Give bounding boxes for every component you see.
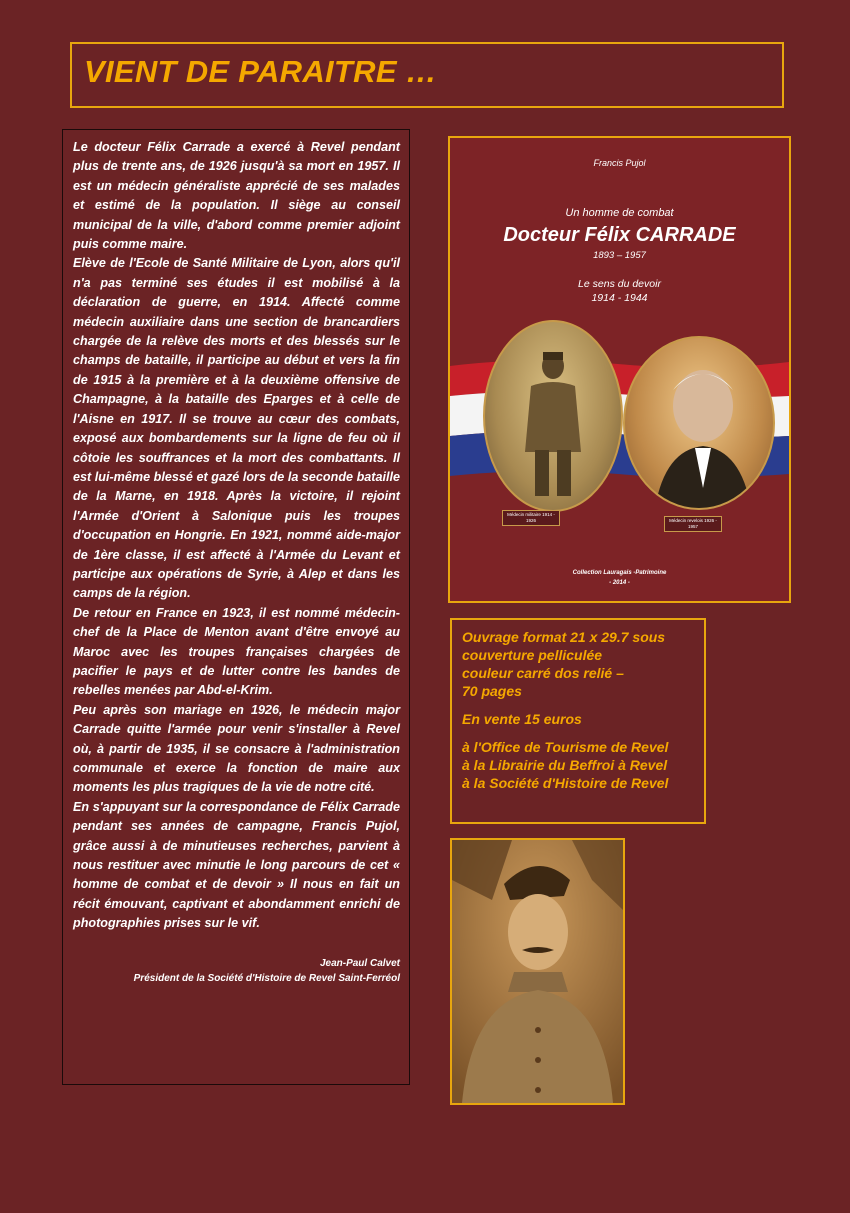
article-paragraph: En s'appuyant sur la correspondance de Félix Carrade pendant ses années de campagne, Francis Pujol, grâce aussi à de minutieuses recherches, parvient à nous restituer avec minutie le long parcours de cet « homme de combat et de devoir » Il nous en fait un récit émouvant, captivant et abondamment enrichi de photographies prises sur le vif. — [73, 799, 400, 931]
cover-tagline: Le sens du devoir — [578, 278, 661, 290]
book-cover — [448, 136, 791, 603]
cover-plaque-left: Médecin militaire 1914 - 1926 — [502, 510, 560, 526]
cover-dates: 1893 – 1957 — [593, 250, 646, 261]
soldier-photo-image — [450, 838, 625, 1105]
info-price: En vente 15 euros — [462, 711, 582, 727]
cover-subtitle: Un homme de combat — [565, 207, 674, 219]
cover-collection: Collection Lauragais -Patrimoine — [572, 570, 667, 576]
info-outlet: à la Librairie du Beffroi à Revel — [462, 757, 668, 773]
book-info-box — [450, 618, 706, 824]
article-paragraph: Elève de l'Ecole de Santé Militaire de Lyon, alors qu'il n'a pas terminé ses études il est mobilisé à la déclaration de guerre, en 1914. Affecté comme médecin auxiliaire dans une section de brancardiers chargée de la relève des morts et des blessés sur le champs de bataille, il participe au début et vers la fin de 1915 à la première et à la deuxième offensive de Champagne, à la bataille des Eparges et à celle de l'Aisne en 1917. Il se trouve au cœur des combats, exposé aux bombardements sur la ligne de feu où il côtoie les souffrances et la mort des combattants. Il est lui-même blessé et gazé lors de la seconde bataille de la Marne, en 1918. Après la victoire, il rejoint l'Armée d'Orient à Salonique puis les troupes d'occupation en Hongrie. En 1921, nommé aide-major de 1ère classe, il est affecté à l'Armée du Levant et participe aux opérations de Syrie, à Alep et dans les camps de la région. — [73, 256, 400, 601]
cover-plaque-right: Médecin revelois 1926 - 1957 — [664, 516, 722, 532]
cover-author: Francis Pujol — [593, 158, 646, 168]
info-line: Ouvrage format 21 x 29.7 sous — [462, 629, 666, 645]
signature-title: Président de la Société d'Histoire de Revel Saint-Ferréol — [133, 972, 400, 984]
cover-year: - 2014 - — [609, 580, 630, 586]
page-title: VIENT DE PARAITRE … — [84, 54, 438, 89]
article-paragraph: De retour en France en 1923, il est nommé médecin-chef de la Place de Menton avant d'être envoyé au Maroc avec les troupes françaises chargées de pacifier le pays et de lutter contre les bandes de rebelles menées par Abd-el-Krim. — [73, 605, 400, 698]
signature-name: Jean-Paul Calvet — [319, 957, 400, 969]
info-line: couverture pelliculée — [462, 647, 603, 663]
article-text-box — [62, 129, 410, 1085]
article-paragraph: Peu après son mariage en 1926, le médecin major Carrade quitte l'armée pour venir s'installer à Revel où, à partir de 1935, il se consacre à l'administration communale et exerce la fonction de maire aux moments les plus tragiques de la vie de notre cité. — [73, 702, 400, 795]
info-line: 70 pages — [462, 683, 522, 699]
header-banner — [70, 42, 784, 108]
info-line: couleur carré dos relié – — [462, 665, 624, 681]
article-paragraph: Le docteur Félix Carrade a exercé à Revel pendant plus de trente ans, de 1926 jusqu'à sa mort en 1957. Il est un médecin généraliste apprécié de ses malades et estimé de la population. Il siège au conseil municipal de la ville, d'abord comme premier adjoint puis comme maire. — [73, 140, 400, 252]
signature — [73, 956, 400, 986]
info-outlet: à l'Office de Tourisme de Revel — [462, 739, 669, 755]
cover-tagline-dates: 1914 - 1944 — [591, 292, 648, 304]
info-outlet: à la Société d'Histoire de Revel — [462, 775, 669, 791]
cover-title: Docteur Félix CARRADE — [503, 224, 736, 246]
soldier-portrait-image — [483, 320, 623, 512]
mayor-portrait-image — [623, 336, 775, 510]
